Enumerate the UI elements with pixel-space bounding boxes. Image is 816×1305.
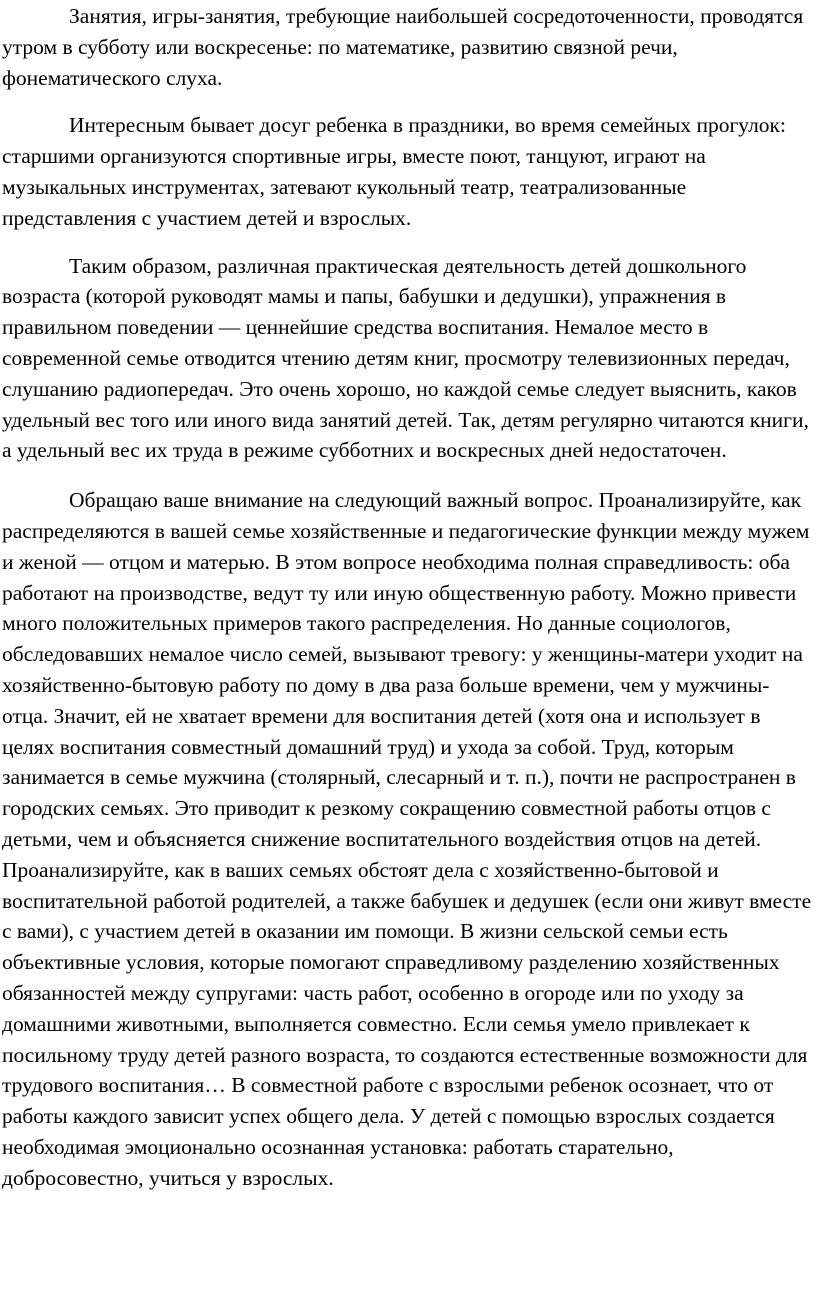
paragraph-family-functions: Обращаю ваше внимание на следующий важный вопрос. Проанализируйте, как распределяются в вашей семье хозяйственные и педагогические функции между мужем и женой — отцом и матерью. В этом вопросе необходима полная справедливость: оба работают на производстве, ведут ту или иную общественную работу. Можно привести много положительных примеров такого распределения. Но данные социологов, обследовавших немалое число семей, вызывают тревогу: у женщины-матери уходит на хозяйственно-бытовую работу по дому в два раза больше времени, чем у мужчины-отца. Значит, ей не хватает времени для воспитания детей (хотя она и использует в целях воспитания совместный домашний труд) и ухода за собой. Труд, которым занимается в семье мужчина (столярный, слесарный и т. п.), почти не распространен в городских семьях. Это приводит к резкому сокращению совместной работы отцов с детьми, чем и объясняется снижение воспитательного воздействия отцов на детей. Проанализируйте, как в ваших семьях обстоят дела с хозяйственно-бытовой и воспитательной работой родителей, а также бабушек и дедушек (если они живут вместе с вами), с участием детей в оказании им помощи. В жизни сельской семьи есть объективные условия, которые помогают справедливому разделению хозяйственных обязанностей между супругами: часть работ, особенно в огороде или по уходу за домашними животными, выполняется совместно. Если семья умело привлекает к посильному труду детей разного возраста, то создаются естественные возможности для трудового воспитания… В совместной работе с взрослыми ребенок осознает, что от работы каждого зависит успех общего дела. У детей с помощью взрослых создается необходимая эмоционально осознанная установка: работать старательно, добросовестно, учиться у взрослых. [2,488,812,1190]
paragraph-weekend-lessons: Занятия, игры-занятия, требующие наибольшей сосредоточенности, проводятся утром в субботу или воскресенье: по математике, развитию связной речи, фонематического слуха. [2,4,804,90]
paragraph-practical-activity: Таким образом, различная практическая деятельность детей дошкольного возраста (которой руководят мамы и папы, бабушки и дедушки), упражнения в правильном поведении — ценнейшие средства воспитания. Немалое место в современной семье отводится чтению детям книг, просмотру телевизионных передач, слушанию радиопередач. Это очень хорошо, но каждой семье следует выяснить, каков удельный вес того или иного вида занятий детей. Так, детям регулярно читаются книги, а удельный вес их труда в режиме субботних и воскресных дней недостаточен. [2,253,809,463]
paragraph-holiday-leisure: Интересным бывает досуг ребенка в праздники, во время семейных прогулок: старшими организуются спортивные игры, вместе поют, танцуют, играют на музыкальных инструментах, затевают кукольный театр, театрализованные представления с участием детей и взрослых. [2,113,786,230]
